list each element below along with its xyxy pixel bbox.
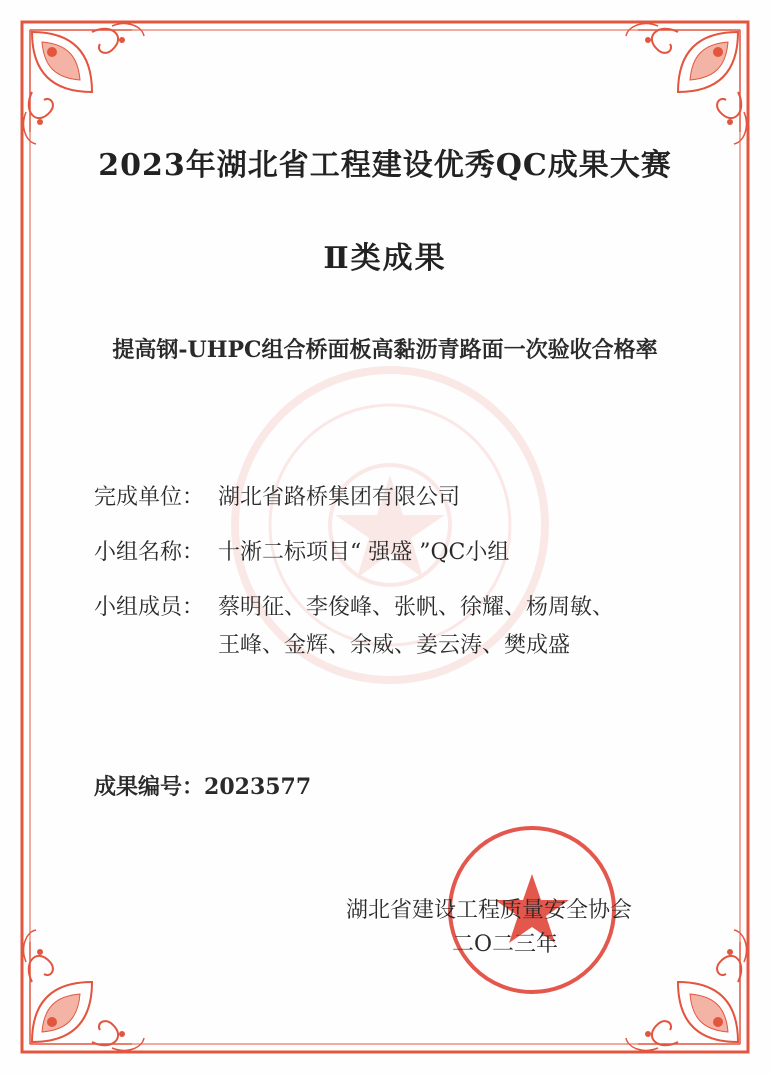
group-name-label: 小组名称： xyxy=(94,540,205,565)
group-members-line2: 王峰、金辉、余威、姜云涛、樊成盛 xyxy=(218,633,571,658)
achievement-number-value: 2023577 xyxy=(204,774,312,800)
group-members-line1: 蔡明征、李俊峰、张帆、徐耀、杨周敏、 xyxy=(218,595,615,620)
project-name: 提高钢-UHPC组合桥面板高黏沥青路面一次验收合格率 xyxy=(112,337,658,363)
achievement-number-label: 成果编号： xyxy=(94,774,205,800)
group-members-label: 小组成员： xyxy=(94,595,205,620)
completion-unit-value: 湖北省路桥集团有限公司 xyxy=(218,485,461,510)
group-members-row xyxy=(94,590,614,626)
certificate-title: 2023年湖北省工程建设优秀QC成果大赛 xyxy=(98,148,672,183)
issue-date: 二O二三年 xyxy=(452,932,559,957)
group-name-value: 十淅二标项目“ 强盛 ”QC小组 xyxy=(218,540,510,565)
completion-unit-row xyxy=(94,480,460,516)
certificate-category: Ⅱ类成果 xyxy=(323,241,447,276)
group-name-row xyxy=(94,535,509,571)
achievement-number-row xyxy=(94,770,311,801)
issuing-organization: 湖北省建设工程质量安全协会 xyxy=(346,898,633,923)
completion-unit-label: 完成单位： xyxy=(94,485,205,510)
